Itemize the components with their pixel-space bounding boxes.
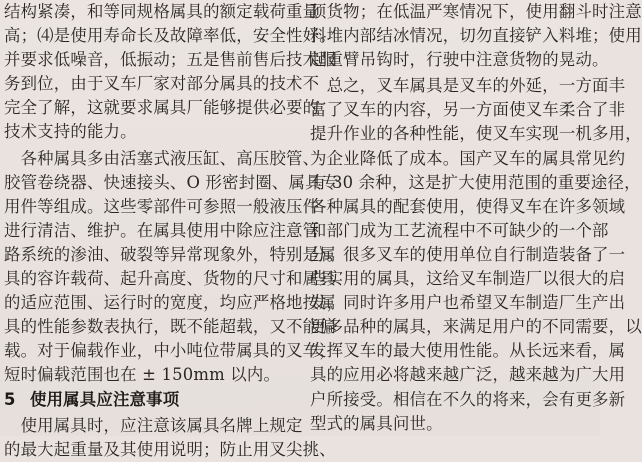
left-paragraph-2 xyxy=(4,147,339,388)
text-line: 高；⑷是使用寿命长及故障率低，安全性好。 xyxy=(4,26,336,46)
text-line: 各种属具的配套使用，使得叉车在许多领域 xyxy=(310,196,626,216)
text-line: 进行清洁、维护。在属具使用中除应注意管 xyxy=(4,220,320,240)
text-line: 各种属具多由活塞式液压缸、高压胶管、 xyxy=(4,148,320,168)
text-line: 结构紧凑，和等同规格属具的额定载荷重量 xyxy=(4,2,320,21)
text-line: 短时偏载范围也在 ± 150mm 以内。 xyxy=(4,365,281,385)
text-line: 路系统的渗油、破裂等异常现象外，特别是属 xyxy=(4,244,336,264)
text-line: 具的性能参数表执行，既不能超载，又不能偏 xyxy=(4,317,336,337)
text-line: 为企业降低了成本。国产叉车的属具常见约 xyxy=(310,148,626,168)
text-line: 分。很多叉车的使用单位自行制造装备了一 xyxy=(310,244,626,264)
text-line: 具的容许载荷、起升高度、货物的尺寸和属具 xyxy=(4,269,336,289)
text-line: 完全了解，这就要求属具厂能够提供必要的 xyxy=(4,98,320,118)
text-line: 料堆内部结冰情况，切勿直接铲入料堆；使用 xyxy=(310,26,642,46)
text-line: 有 30 余种，这是扩大使用范围的重要途径， xyxy=(310,172,641,192)
text-line: 务到位，由于叉车厂家对部分属具的技术不 xyxy=(4,74,320,94)
text-line: 顶货物；在低温严寒情况下，使用翻斗时注意 xyxy=(310,2,642,21)
left-paragraph-3 xyxy=(4,414,336,462)
text-line: 具的应用必将越来越广泛，越来越为广大用 xyxy=(310,365,626,385)
text-line: 起重臂吊钩时，行驶中注意货物的晃动。 xyxy=(310,50,609,70)
text-line: 的适应范围、运行时的宽度，均应严格地按属 xyxy=(4,293,336,313)
text-line: 并要求低噪音，低振动；五是售前售后技术服 xyxy=(4,50,336,70)
text-line: 发挥叉车的最大使用性能。从长远来看，属 xyxy=(310,341,626,361)
text-line: 些实用的属具，这给叉车制造厂以很大的启 xyxy=(310,269,626,289)
text-line: 提升作业的各种性能，使叉车实现一机多用， xyxy=(310,124,642,144)
text-line: 富了叉车的内容，另一方面使叉车柔合了非 xyxy=(310,100,626,120)
right-paragraph-2 xyxy=(310,74,642,435)
text-line: 总之，叉车属具是叉车的外延，一方面丰 xyxy=(310,76,626,96)
text-line: 和部门成为工艺流程中不可缺少的一个部 xyxy=(310,220,609,240)
text-line: 载。对于偏载作业，中小吨位带属具的叉车， xyxy=(4,341,336,361)
right-column xyxy=(310,0,642,436)
left-column xyxy=(4,0,339,462)
text-line: 发，同时许多用户也希望叉车制造厂生产出 xyxy=(310,293,626,313)
text-line: 的最大起重量及其使用说明；防止用叉尖挑、 xyxy=(4,439,336,459)
section-number: 5 xyxy=(4,389,16,409)
text-line: 户所接受。相信在不久的将来，会有更多新 xyxy=(310,389,626,409)
text-line: 用件等组成。这些零部件可参照一般液压件 xyxy=(4,196,320,216)
text-line: 胶管卷绕器、快速接头、O 形密封圈、属具专 xyxy=(4,172,339,192)
text-line: 更多品种的属具，来满足用户的不同需要，以 xyxy=(310,317,642,337)
left-paragraph-1 xyxy=(4,0,336,145)
section-title: 使用属具应注意事项 xyxy=(30,389,180,409)
right-paragraph-1 xyxy=(310,0,642,72)
text-line: 技术支持的能力。 xyxy=(4,122,137,142)
section-heading xyxy=(4,388,294,414)
text-line: 使用属具时，应注意该属具名牌上规定 xyxy=(4,415,303,435)
text-line: 型式的属具问世。 xyxy=(310,413,443,433)
